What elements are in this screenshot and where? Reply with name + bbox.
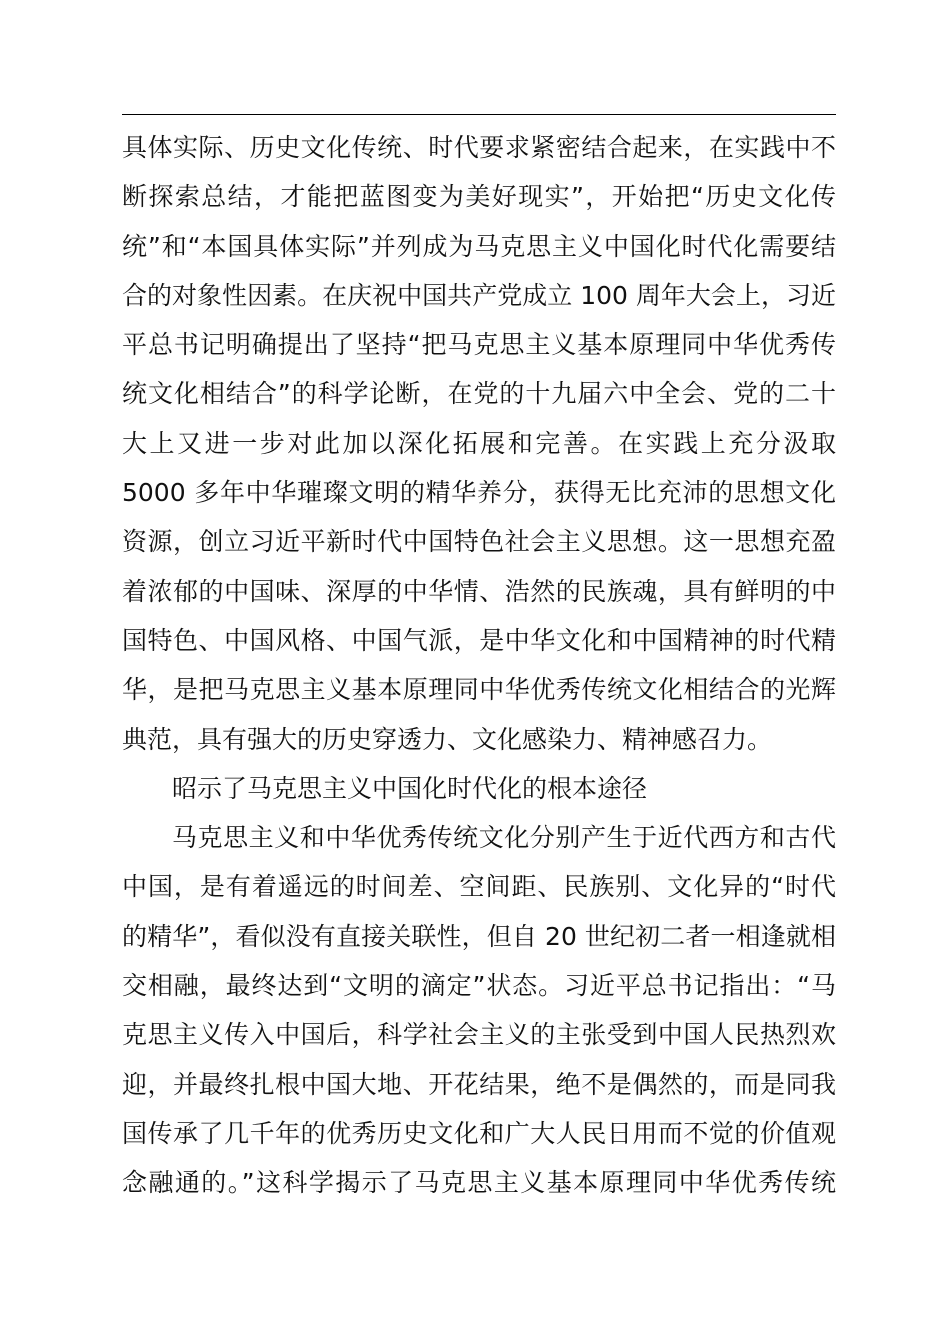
text-line: 典范，具有强大的历史穿透力、文化感染力、精神感召力。 [122, 724, 773, 754]
text-line: 念融通的。”这科学揭示了马克思主义基本原理同中华优秀传统 [122, 1168, 836, 1198]
text-line: 着浓郁的中国味、深厚的中华情、浩然的民族魂，具有鲜明的中 [122, 576, 836, 606]
text-line: 大上又进一步对此加以深化拓展和完善。在实践上充分汲取 [122, 428, 836, 458]
text-line: 断探索总结，才能把蓝图变为美好现实”，开始把“历史文化传 [122, 182, 836, 212]
text-line: 统文化相结合”的科学论断，在党的十九届六中全会、党的二十 [122, 379, 836, 409]
text-line: 平总书记明确提出了坚持“把马克思主义基本原理同中华优秀传 [122, 330, 836, 360]
section-heading: 昭示了马克思主义中国化时代化的根本途径 [172, 773, 648, 803]
text-line: 的精华”，看似没有直接关联性，但自 20 世纪初二者一相逢就相 [122, 921, 836, 951]
text-line: 华，是把马克思主义基本原理同中华优秀传统文化相结合的光辉 [122, 675, 836, 705]
text-line: 克思主义传入中国后，科学社会主义的主张受到中国人民热烈欢 [122, 1020, 836, 1050]
text-line: 马克思主义和中华优秀传统文化分别产生于近代西方和古代 [172, 823, 836, 853]
header-rule [122, 114, 836, 115]
text-line: 具体实际、历史文化传统、时代要求紧密结合起来，在实践中不 [122, 133, 836, 162]
text-line: 统”和“本国具体实际”并列成为马克思主义中国化时代化需要结 [122, 231, 836, 261]
text-line: 合的对象性因素。在庆祝中国共产党成立 100 周年大会上，习近 [122, 280, 836, 310]
text-line: 资源，创立习近平新时代中国特色社会主义思想。这一思想充盈 [122, 527, 836, 557]
text-line: 迎，并最终扎根中国大地、开花结果，绝不是偶然的，而是同我 [122, 1069, 836, 1099]
text-line: 国传承了几千年的优秀历史文化和广大人民日用而不觉的价值观 [122, 1118, 836, 1148]
text-line: 交相融，最终达到“文明的滴定”状态。习近平总书记指出：“马 [122, 971, 836, 1001]
text-line: 国特色、中国风格、中国气派，是中华文化和中国精神的时代精 [122, 625, 836, 655]
text-line: 中国，是有着遥远的时间差、空间距、民族别、文化异的“时代 [122, 872, 836, 902]
text-line: 5000 多年中华璀璨文明的精华养分，获得无比充沛的思想文化 [122, 478, 836, 508]
body-text [122, 123, 836, 1208]
